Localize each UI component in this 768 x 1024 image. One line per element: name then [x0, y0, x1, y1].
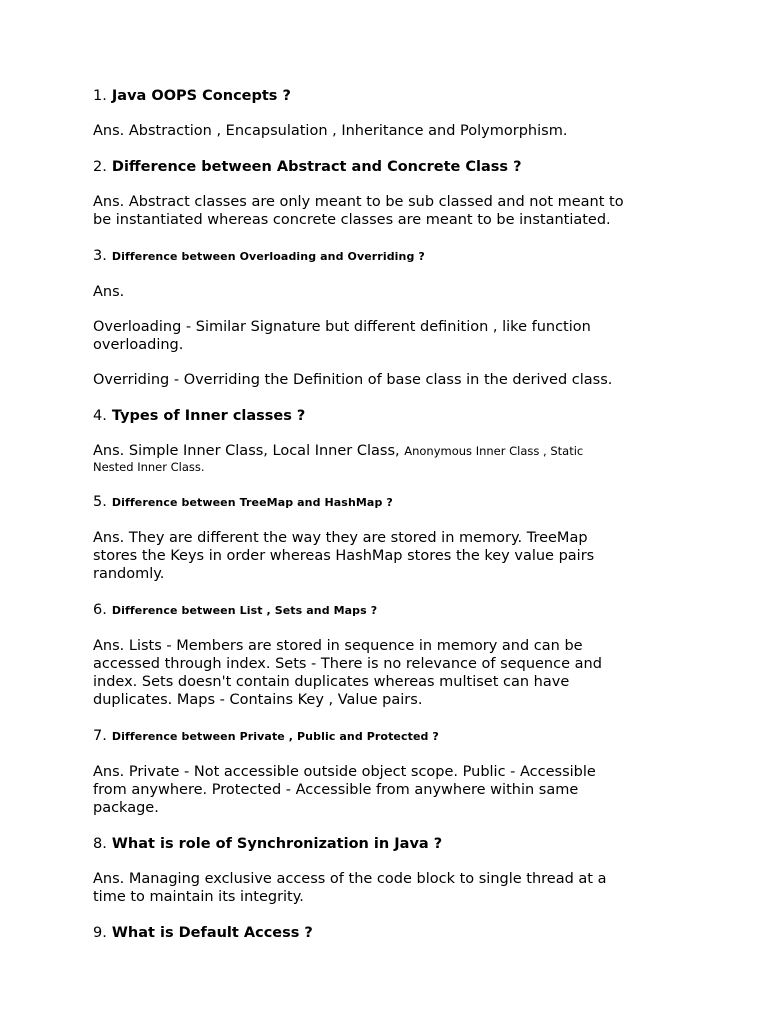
- question-number: 8.: [93, 836, 107, 852]
- answer-line: package.: [93, 800, 159, 816]
- answer-2: [93, 193, 693, 229]
- answer-3-intro: [93, 283, 693, 301]
- question-5: [93, 492, 693, 513]
- question-text: What is role of Synchronization in Java ?: [111, 836, 443, 852]
- answer-line: index. Sets doesn't contain duplicates whereas multiset can have: [93, 674, 570, 690]
- answer-line: Ans. They are different the way they are stored in memory. TreeMap: [93, 530, 588, 546]
- question-8: [93, 834, 693, 854]
- question-6: [93, 600, 693, 621]
- answer-text: Ans.: [93, 284, 125, 300]
- answer-1: [93, 122, 693, 140]
- document-page: [93, 86, 693, 959]
- answer-6: [93, 637, 693, 709]
- answer-text: Ans. Abstraction , Encapsulation , Inheritance and Polymorphism.: [93, 123, 568, 139]
- answer-3-overriding: [93, 371, 693, 389]
- answer-8: [93, 870, 693, 906]
- answer-line: accessed through index. Sets - There is no relevance of sequence and: [93, 656, 602, 672]
- question-number: 3.: [93, 248, 107, 264]
- question-text: Difference between List , Sets and Maps ?: [111, 604, 378, 617]
- answer-line: Overriding - Overriding the Definition of base class in the derived class.: [93, 372, 613, 388]
- question-text: Difference between Private , Public and Protected ?: [111, 730, 439, 743]
- answer-text-small: Anonymous Inner Class , Static: [404, 444, 584, 458]
- question-7: [93, 726, 693, 747]
- answer-line: time to maintain its integrity.: [93, 889, 304, 905]
- answer-line: Ans. Managing exclusive access of the code block to single thread at a: [93, 871, 607, 887]
- question-number: 5.: [93, 494, 107, 510]
- answer-line: Ans. Lists - Members are stored in sequence in memory and can be: [93, 638, 583, 654]
- question-number: 2.: [93, 159, 107, 175]
- answer-line: Ans. Abstract classes are only meant to be sub classed and not meant to: [93, 194, 624, 210]
- answer-line: Overloading - Similar Signature but different definition , like function: [93, 319, 591, 335]
- question-4: [93, 406, 693, 426]
- answer-text: Ans. Simple Inner Class, Local Inner Class,: [93, 443, 405, 459]
- answer-line: Ans. Private - Not accessible outside object scope. Public - Accessible: [93, 764, 596, 780]
- question-number: 1.: [93, 88, 107, 104]
- answer-line: be instantiated whereas concrete classes are meant to be instantiated.: [93, 212, 611, 228]
- question-9: [93, 923, 693, 943]
- answer-line: overloading.: [93, 337, 184, 353]
- question-number: 6.: [93, 602, 107, 618]
- question-text: Difference between Overloading and Overriding ?: [111, 250, 425, 263]
- question-text: Types of Inner classes ?: [111, 408, 306, 424]
- question-2: [93, 157, 693, 177]
- answer-5: [93, 529, 693, 583]
- question-1: [93, 86, 693, 106]
- answer-line: [93, 442, 693, 460]
- answer-4: [93, 442, 693, 475]
- question-number: 9.: [93, 925, 107, 941]
- question-3: [93, 246, 693, 267]
- answer-7: [93, 763, 693, 817]
- answer-line: from anywhere. Protected - Accessible from anywhere within same: [93, 782, 579, 798]
- answer-line: stores the Keys in order whereas HashMap stores the key value pairs: [93, 548, 595, 564]
- answer-line: Nested Inner Class.: [93, 460, 205, 474]
- question-number: 7.: [93, 728, 107, 744]
- question-number: 4.: [93, 408, 107, 424]
- question-text: Java OOPS Concepts ?: [111, 88, 291, 104]
- question-text: Difference between Abstract and Concrete Class ?: [111, 159, 522, 175]
- question-text: What is Default Access ?: [111, 925, 313, 941]
- question-text: Difference between TreeMap and HashMap ?: [111, 496, 393, 509]
- answer-3-overloading: [93, 318, 693, 354]
- answer-line: duplicates. Maps - Contains Key , Value pairs.: [93, 692, 423, 708]
- answer-line: randomly.: [93, 566, 165, 582]
